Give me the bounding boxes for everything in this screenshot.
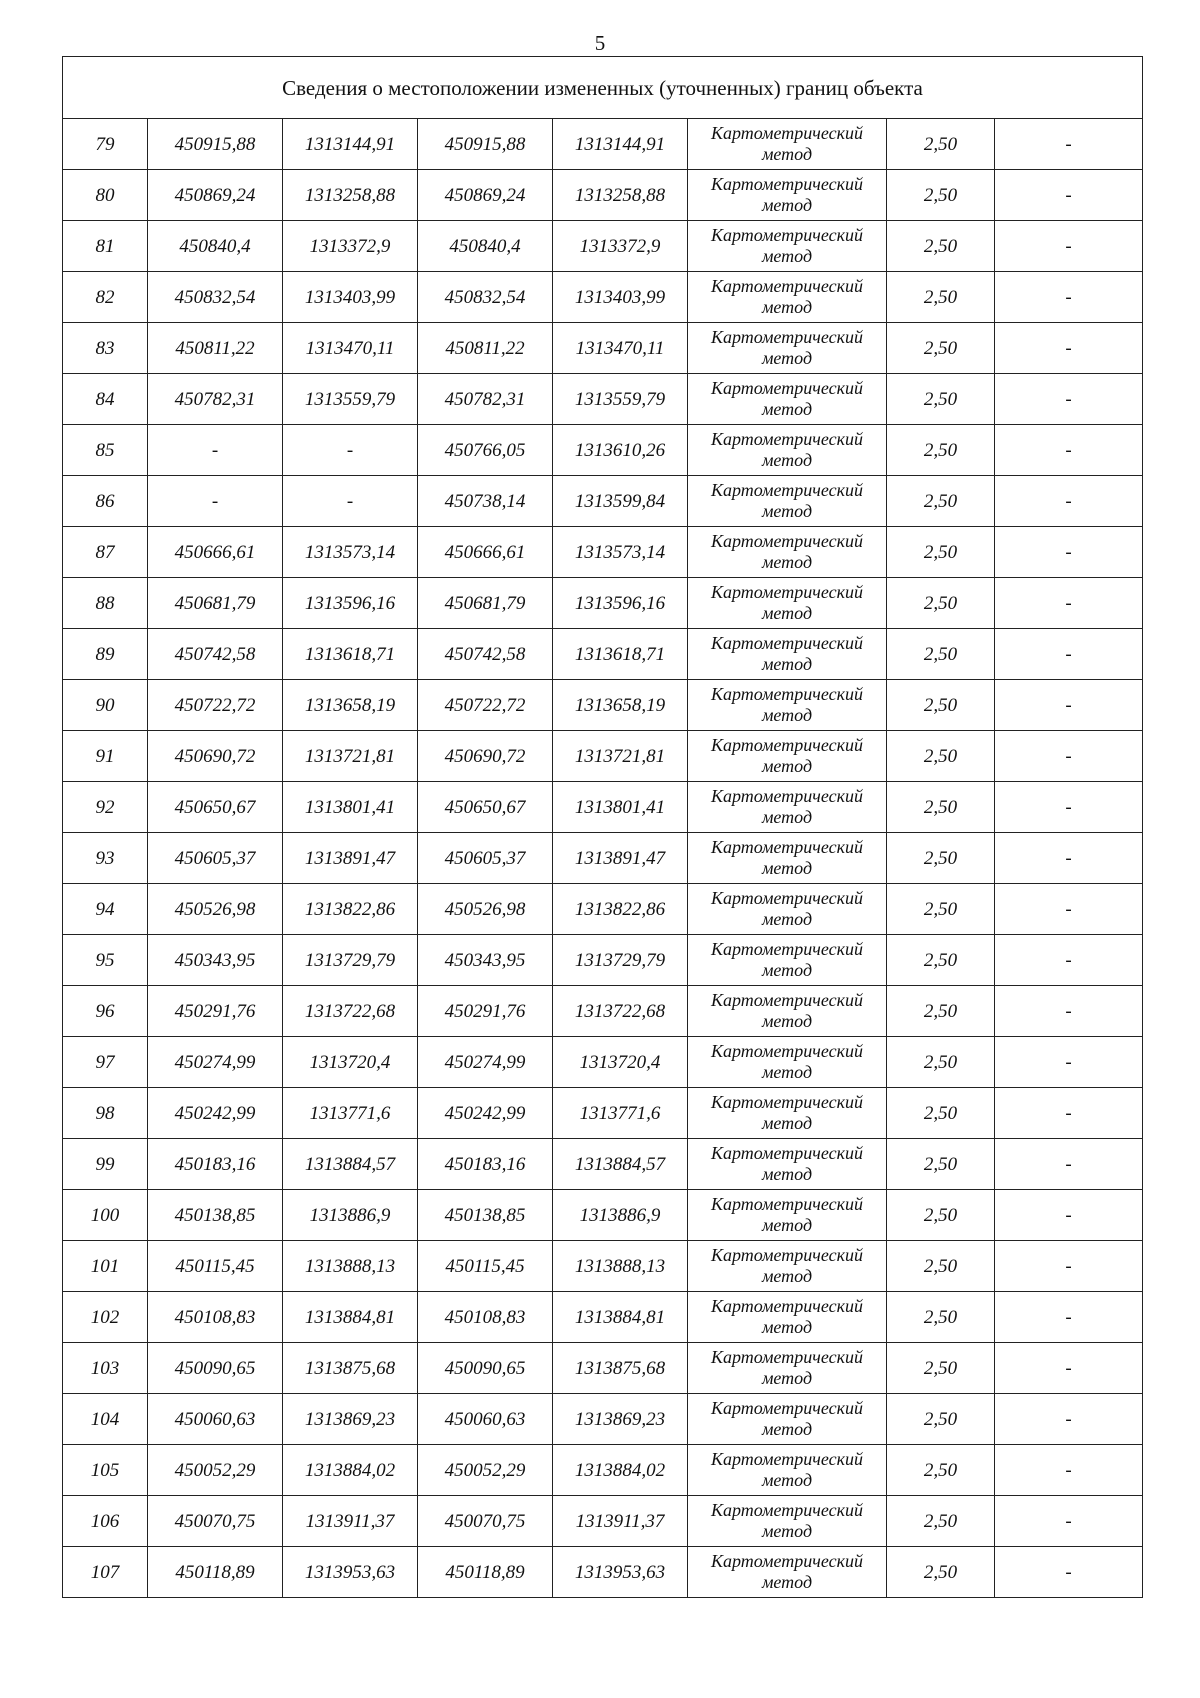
note-cell: - [995, 833, 1143, 884]
existing-y-cell: 1313886,9 [283, 1190, 418, 1241]
note-cell: - [995, 731, 1143, 782]
boundary-coordinates-table [62, 56, 1143, 1598]
existing-x-cell: 450070,75 [148, 1496, 283, 1547]
existing-x-cell: 450274,99 [148, 1037, 283, 1088]
table-row [63, 884, 1143, 935]
existing-x-cell: 450183,16 [148, 1139, 283, 1190]
refined-x-cell: 450681,79 [418, 578, 553, 629]
table-row [63, 221, 1143, 272]
note-cell: - [995, 884, 1143, 935]
existing-x-cell: 450138,85 [148, 1190, 283, 1241]
refined-x-cell: 450060,63 [418, 1394, 553, 1445]
existing-x-cell: - [148, 425, 283, 476]
point-number-cell: 90 [63, 680, 148, 731]
existing-x-cell: 450090,65 [148, 1343, 283, 1394]
method-cell: Картометрический метод [688, 782, 887, 833]
table-row [63, 323, 1143, 374]
method-cell: Картометрический метод [688, 629, 887, 680]
point-number-cell: 88 [63, 578, 148, 629]
note-cell: - [995, 1088, 1143, 1139]
existing-y-cell: 1313891,47 [283, 833, 418, 884]
point-number-cell: 84 [63, 374, 148, 425]
method-cell: Картометрический метод [688, 1292, 887, 1343]
refined-x-cell: 450070,75 [418, 1496, 553, 1547]
note-cell: - [995, 1496, 1143, 1547]
table-row [63, 170, 1143, 221]
refined-y-cell: 1313372,9 [553, 221, 688, 272]
refined-x-cell: 450242,99 [418, 1088, 553, 1139]
table-row [63, 1241, 1143, 1292]
accuracy-cell: 2,50 [887, 1139, 995, 1190]
existing-y-cell: 1313729,79 [283, 935, 418, 986]
refined-y-cell: 1313721,81 [553, 731, 688, 782]
accuracy-cell: 2,50 [887, 425, 995, 476]
refined-y-cell: 1313884,57 [553, 1139, 688, 1190]
note-cell: - [995, 1190, 1143, 1241]
method-cell: Картометрический метод [688, 1139, 887, 1190]
note-cell: - [995, 527, 1143, 578]
refined-y-cell: 1313720,4 [553, 1037, 688, 1088]
table-row [63, 1190, 1143, 1241]
accuracy-cell: 2,50 [887, 1394, 995, 1445]
refined-y-cell: 1313722,68 [553, 986, 688, 1037]
existing-x-cell: 450915,88 [148, 119, 283, 170]
table-title-row [63, 57, 1143, 119]
existing-y-cell: 1313869,23 [283, 1394, 418, 1445]
method-cell: Картометрический метод [688, 1037, 887, 1088]
note-cell: - [995, 782, 1143, 833]
note-cell: - [995, 323, 1143, 374]
method-cell: Картометрический метод [688, 119, 887, 170]
existing-x-cell: 450108,83 [148, 1292, 283, 1343]
existing-x-cell: 450343,95 [148, 935, 283, 986]
note-cell: - [995, 1037, 1143, 1088]
table-row [63, 1394, 1143, 1445]
refined-y-cell: 1313573,14 [553, 527, 688, 578]
refined-x-cell: 450766,05 [418, 425, 553, 476]
accuracy-cell: 2,50 [887, 476, 995, 527]
page-number: 5 [594, 31, 606, 55]
method-cell: Картометрический метод [688, 986, 887, 1037]
refined-y-cell: 1313618,71 [553, 629, 688, 680]
table-title: Сведения о местоположении измененных (уточненных) границ объекта [63, 57, 1143, 119]
point-number-cell: 79 [63, 119, 148, 170]
point-number-cell: 91 [63, 731, 148, 782]
method-cell: Картометрический метод [688, 1445, 887, 1496]
refined-x-cell: 450274,99 [418, 1037, 553, 1088]
method-cell: Картометрический метод [688, 935, 887, 986]
method-cell: Картометрический метод [688, 833, 887, 884]
refined-y-cell: 1313884,02 [553, 1445, 688, 1496]
note-cell: - [995, 1292, 1143, 1343]
existing-y-cell: - [283, 425, 418, 476]
accuracy-cell: 2,50 [887, 1343, 995, 1394]
table-row [63, 731, 1143, 782]
point-number-cell: 83 [63, 323, 148, 374]
method-cell: Картометрический метод [688, 1547, 887, 1598]
accuracy-cell: 2,50 [887, 374, 995, 425]
existing-x-cell: 450052,29 [148, 1445, 283, 1496]
refined-x-cell: 450343,95 [418, 935, 553, 986]
note-cell: - [995, 476, 1143, 527]
accuracy-cell: 2,50 [887, 935, 995, 986]
accuracy-cell: 2,50 [887, 1190, 995, 1241]
refined-y-cell: 1313470,11 [553, 323, 688, 374]
note-cell: - [995, 1241, 1143, 1292]
existing-x-cell: 450526,98 [148, 884, 283, 935]
point-number-cell: 102 [63, 1292, 148, 1343]
method-cell: Картометрический метод [688, 374, 887, 425]
refined-x-cell: 450090,65 [418, 1343, 553, 1394]
refined-y-cell: 1313729,79 [553, 935, 688, 986]
accuracy-cell: 2,50 [887, 1547, 995, 1598]
existing-x-cell: 450650,67 [148, 782, 283, 833]
existing-x-cell: 450605,37 [148, 833, 283, 884]
point-number-cell: 92 [63, 782, 148, 833]
method-cell: Картометрический метод [688, 1190, 887, 1241]
refined-y-cell: 1313875,68 [553, 1343, 688, 1394]
method-cell: Картометрический метод [688, 170, 887, 221]
table-row [63, 374, 1143, 425]
table-row [63, 1445, 1143, 1496]
method-cell: Картометрический метод [688, 884, 887, 935]
point-number-cell: 97 [63, 1037, 148, 1088]
refined-x-cell: 450118,89 [418, 1547, 553, 1598]
refined-x-cell: 450666,61 [418, 527, 553, 578]
method-cell: Картометрический метод [688, 680, 887, 731]
note-cell: - [995, 629, 1143, 680]
existing-y-cell: 1313771,6 [283, 1088, 418, 1139]
refined-x-cell: 450811,22 [418, 323, 553, 374]
accuracy-cell: 2,50 [887, 1037, 995, 1088]
point-number-cell: 82 [63, 272, 148, 323]
refined-y-cell: 1313599,84 [553, 476, 688, 527]
note-cell: - [995, 680, 1143, 731]
accuracy-cell: 2,50 [887, 1088, 995, 1139]
existing-x-cell: 450118,89 [148, 1547, 283, 1598]
method-cell: Картометрический метод [688, 1088, 887, 1139]
table-row [63, 680, 1143, 731]
accuracy-cell: 2,50 [887, 1241, 995, 1292]
note-cell: - [995, 1445, 1143, 1496]
existing-y-cell: 1313722,68 [283, 986, 418, 1037]
existing-y-cell: 1313144,91 [283, 119, 418, 170]
note-cell: - [995, 374, 1143, 425]
note-cell: - [995, 986, 1143, 1037]
refined-y-cell: 1313258,88 [553, 170, 688, 221]
refined-x-cell: 450690,72 [418, 731, 553, 782]
table-row [63, 986, 1143, 1037]
table-row [63, 1292, 1143, 1343]
note-cell: - [995, 119, 1143, 170]
method-cell: Картометрический метод [688, 731, 887, 782]
table-row [63, 1139, 1143, 1190]
refined-x-cell: 450869,24 [418, 170, 553, 221]
existing-y-cell: - [283, 476, 418, 527]
existing-x-cell: 450811,22 [148, 323, 283, 374]
note-cell: - [995, 425, 1143, 476]
accuracy-cell: 2,50 [887, 884, 995, 935]
refined-y-cell: 1313801,41 [553, 782, 688, 833]
note-cell: - [995, 1394, 1143, 1445]
existing-y-cell: 1313258,88 [283, 170, 418, 221]
accuracy-cell: 2,50 [887, 1496, 995, 1547]
refined-y-cell: 1313884,81 [553, 1292, 688, 1343]
point-number-cell: 99 [63, 1139, 148, 1190]
accuracy-cell: 2,50 [887, 527, 995, 578]
existing-x-cell: 450690,72 [148, 731, 283, 782]
existing-y-cell: 1313372,9 [283, 221, 418, 272]
table-row [63, 629, 1143, 680]
point-number-cell: 93 [63, 833, 148, 884]
existing-x-cell: 450060,63 [148, 1394, 283, 1445]
refined-y-cell: 1313596,16 [553, 578, 688, 629]
method-cell: Картометрический метод [688, 1394, 887, 1445]
existing-y-cell: 1313403,99 [283, 272, 418, 323]
accuracy-cell: 2,50 [887, 986, 995, 1037]
point-number-cell: 85 [63, 425, 148, 476]
point-number-cell: 101 [63, 1241, 148, 1292]
point-number-cell: 94 [63, 884, 148, 935]
refined-x-cell: 450605,37 [418, 833, 553, 884]
note-cell: - [995, 935, 1143, 986]
point-number-cell: 87 [63, 527, 148, 578]
point-number-cell: 107 [63, 1547, 148, 1598]
point-number-cell: 86 [63, 476, 148, 527]
table-row [63, 1088, 1143, 1139]
existing-x-cell: 450782,31 [148, 374, 283, 425]
existing-x-cell: 450869,24 [148, 170, 283, 221]
table-row [63, 935, 1143, 986]
method-cell: Картометрический метод [688, 476, 887, 527]
method-cell: Картометрический метод [688, 578, 887, 629]
refined-x-cell: 450138,85 [418, 1190, 553, 1241]
point-number-cell: 103 [63, 1343, 148, 1394]
accuracy-cell: 2,50 [887, 731, 995, 782]
table-row [63, 527, 1143, 578]
existing-x-cell: 450242,99 [148, 1088, 283, 1139]
existing-y-cell: 1313888,13 [283, 1241, 418, 1292]
method-cell: Картометрический метод [688, 323, 887, 374]
existing-y-cell: 1313884,02 [283, 1445, 418, 1496]
accuracy-cell: 2,50 [887, 221, 995, 272]
existing-x-cell: 450742,58 [148, 629, 283, 680]
accuracy-cell: 2,50 [887, 323, 995, 374]
method-cell: Картометрический метод [688, 425, 887, 476]
existing-x-cell: - [148, 476, 283, 527]
refined-x-cell: 450722,72 [418, 680, 553, 731]
refined-x-cell: 450782,31 [418, 374, 553, 425]
existing-y-cell: 1313470,11 [283, 323, 418, 374]
note-cell: - [995, 1139, 1143, 1190]
refined-y-cell: 1313610,26 [553, 425, 688, 476]
refined-x-cell: 450115,45 [418, 1241, 553, 1292]
refined-x-cell: 450052,29 [418, 1445, 553, 1496]
refined-y-cell: 1313869,23 [553, 1394, 688, 1445]
existing-x-cell: 450681,79 [148, 578, 283, 629]
note-cell: - [995, 1343, 1143, 1394]
refined-y-cell: 1313144,91 [553, 119, 688, 170]
existing-y-cell: 1313658,19 [283, 680, 418, 731]
point-number-cell: 89 [63, 629, 148, 680]
existing-y-cell: 1313911,37 [283, 1496, 418, 1547]
existing-y-cell: 1313953,63 [283, 1547, 418, 1598]
existing-x-cell: 450722,72 [148, 680, 283, 731]
table-row [63, 833, 1143, 884]
refined-y-cell: 1313888,13 [553, 1241, 688, 1292]
point-number-cell: 96 [63, 986, 148, 1037]
method-cell: Картометрический метод [688, 1496, 887, 1547]
accuracy-cell: 2,50 [887, 833, 995, 884]
point-number-cell: 100 [63, 1190, 148, 1241]
existing-y-cell: 1313618,71 [283, 629, 418, 680]
accuracy-cell: 2,50 [887, 272, 995, 323]
table-row [63, 1547, 1143, 1598]
refined-x-cell: 450291,76 [418, 986, 553, 1037]
table-row [63, 119, 1143, 170]
method-cell: Картометрический метод [688, 1241, 887, 1292]
table-row [63, 476, 1143, 527]
note-cell: - [995, 578, 1143, 629]
refined-y-cell: 1313911,37 [553, 1496, 688, 1547]
method-cell: Картометрический метод [688, 1343, 887, 1394]
existing-y-cell: 1313720,4 [283, 1037, 418, 1088]
refined-x-cell: 450108,83 [418, 1292, 553, 1343]
existing-y-cell: 1313822,86 [283, 884, 418, 935]
existing-y-cell: 1313801,41 [283, 782, 418, 833]
existing-y-cell: 1313884,57 [283, 1139, 418, 1190]
refined-x-cell: 450526,98 [418, 884, 553, 935]
refined-x-cell: 450840,4 [418, 221, 553, 272]
table-row [63, 425, 1143, 476]
method-cell: Картометрический метод [688, 272, 887, 323]
table-row [63, 1037, 1143, 1088]
table-row [63, 578, 1143, 629]
refined-x-cell: 450650,67 [418, 782, 553, 833]
accuracy-cell: 2,50 [887, 1445, 995, 1496]
note-cell: - [995, 272, 1143, 323]
table-row [63, 1496, 1143, 1547]
refined-y-cell: 1313886,9 [553, 1190, 688, 1241]
refined-x-cell: 450742,58 [418, 629, 553, 680]
note-cell: - [995, 1547, 1143, 1598]
existing-x-cell: 450291,76 [148, 986, 283, 1037]
note-cell: - [995, 170, 1143, 221]
accuracy-cell: 2,50 [887, 629, 995, 680]
point-number-cell: 98 [63, 1088, 148, 1139]
point-number-cell: 95 [63, 935, 148, 986]
point-number-cell: 105 [63, 1445, 148, 1496]
point-number-cell: 104 [63, 1394, 148, 1445]
table-row [63, 1343, 1143, 1394]
accuracy-cell: 2,50 [887, 680, 995, 731]
existing-y-cell: 1313884,81 [283, 1292, 418, 1343]
accuracy-cell: 2,50 [887, 1292, 995, 1343]
refined-y-cell: 1313658,19 [553, 680, 688, 731]
refined-y-cell: 1313771,6 [553, 1088, 688, 1139]
refined-y-cell: 1313403,99 [553, 272, 688, 323]
existing-x-cell: 450666,61 [148, 527, 283, 578]
accuracy-cell: 2,50 [887, 119, 995, 170]
existing-x-cell: 450832,54 [148, 272, 283, 323]
note-cell: - [995, 221, 1143, 272]
table-row [63, 782, 1143, 833]
existing-x-cell: 450115,45 [148, 1241, 283, 1292]
method-cell: Картометрический метод [688, 527, 887, 578]
table-body [63, 57, 1143, 1598]
accuracy-cell: 2,50 [887, 578, 995, 629]
refined-y-cell: 1313953,63 [553, 1547, 688, 1598]
refined-y-cell: 1313822,86 [553, 884, 688, 935]
accuracy-cell: 2,50 [887, 782, 995, 833]
refined-y-cell: 1313891,47 [553, 833, 688, 884]
table-row [63, 272, 1143, 323]
method-cell: Картометрический метод [688, 221, 887, 272]
accuracy-cell: 2,50 [887, 170, 995, 221]
point-number-cell: 106 [63, 1496, 148, 1547]
existing-y-cell: 1313596,16 [283, 578, 418, 629]
refined-x-cell: 450915,88 [418, 119, 553, 170]
existing-x-cell: 450840,4 [148, 221, 283, 272]
existing-y-cell: 1313573,14 [283, 527, 418, 578]
refined-x-cell: 450183,16 [418, 1139, 553, 1190]
refined-y-cell: 1313559,79 [553, 374, 688, 425]
existing-y-cell: 1313559,79 [283, 374, 418, 425]
existing-y-cell: 1313721,81 [283, 731, 418, 782]
refined-x-cell: 450738,14 [418, 476, 553, 527]
point-number-cell: 81 [63, 221, 148, 272]
refined-x-cell: 450832,54 [418, 272, 553, 323]
point-number-cell: 80 [63, 170, 148, 221]
existing-y-cell: 1313875,68 [283, 1343, 418, 1394]
